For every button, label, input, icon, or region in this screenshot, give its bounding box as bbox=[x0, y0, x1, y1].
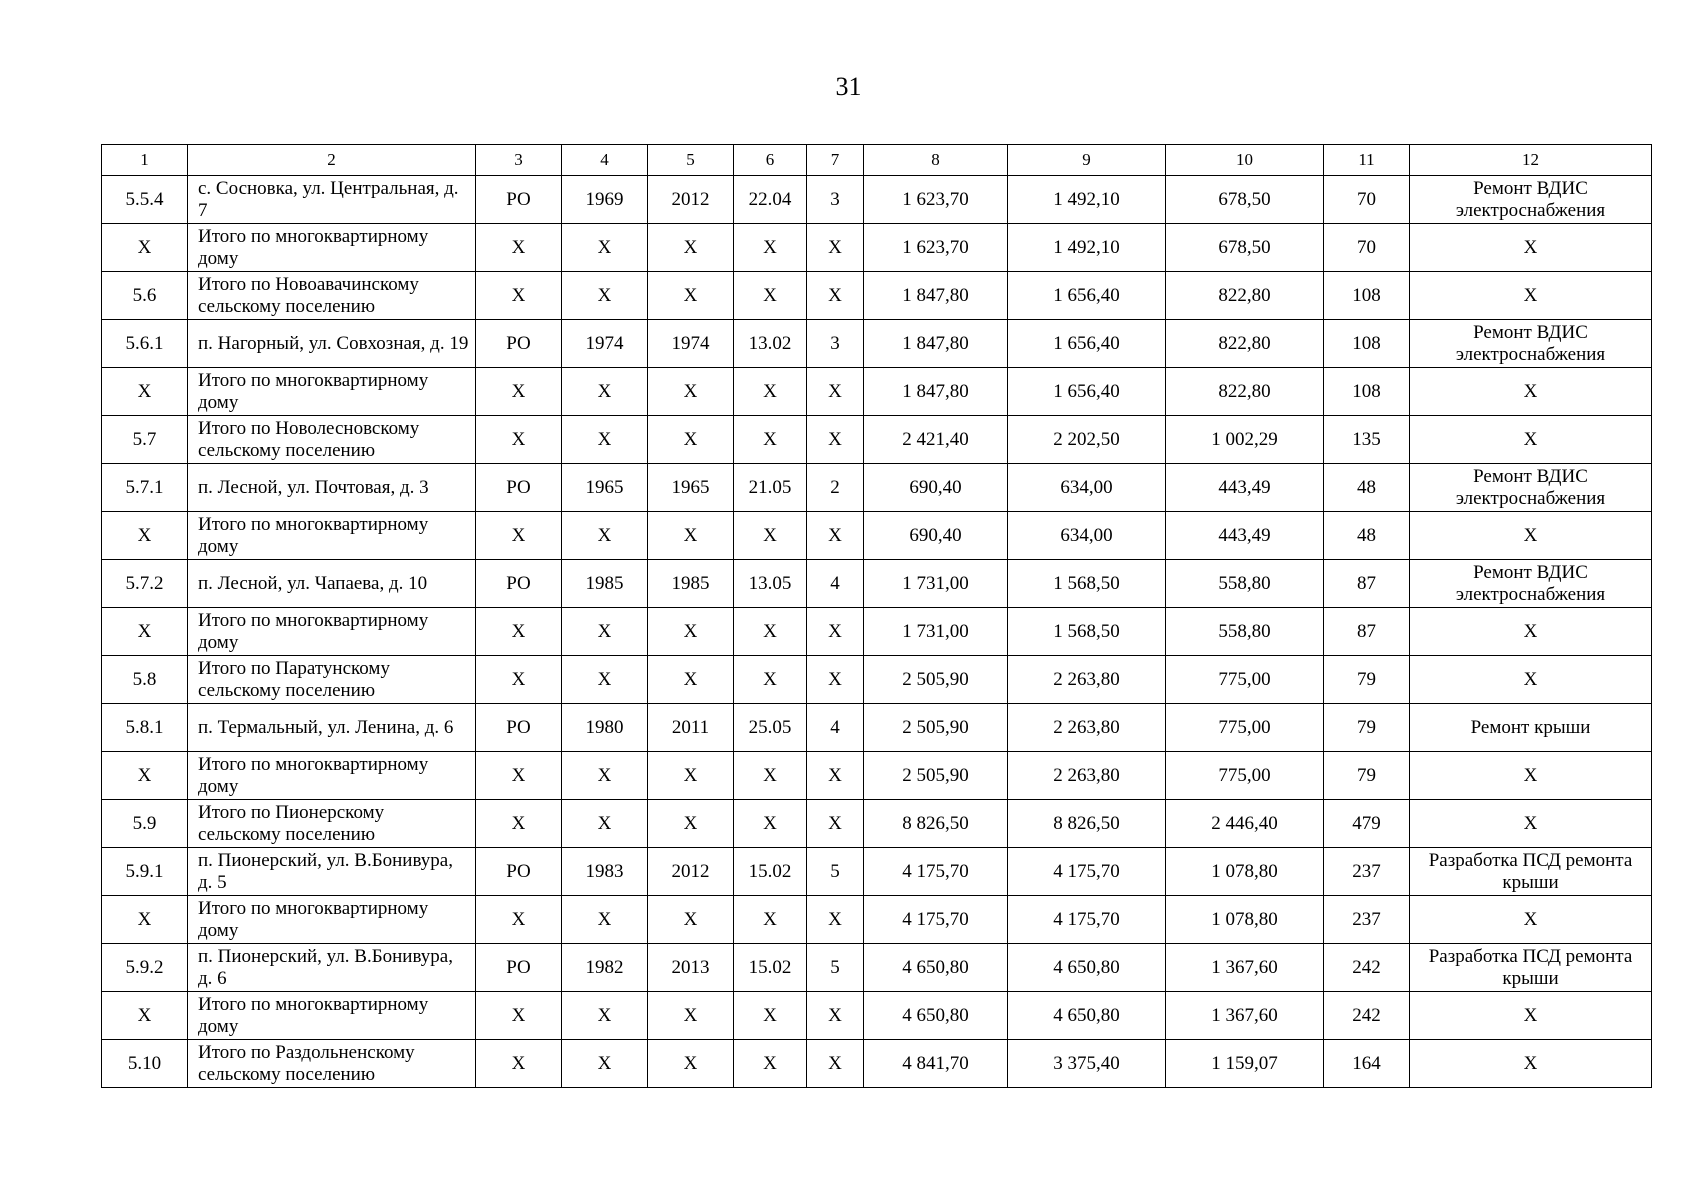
table-cell-col-10: 775,00 bbox=[1166, 656, 1324, 704]
table-cell-col-9: 1 656,40 bbox=[1008, 368, 1166, 416]
table-cell-col-5: Х bbox=[648, 416, 734, 464]
table-cell-col-8: 1 847,80 bbox=[864, 368, 1008, 416]
table-row bbox=[102, 512, 1652, 560]
table-cell-col-7: 3 bbox=[807, 176, 864, 224]
table-cell-col-5: 2011 bbox=[648, 704, 734, 752]
table-cell-col-9: 4 650,80 bbox=[1008, 944, 1166, 992]
table-cell-col-12: Х bbox=[1410, 896, 1652, 944]
table-cell-col-7: Х bbox=[807, 992, 864, 1040]
table-row bbox=[102, 224, 1652, 272]
table-cell-col-3: Х bbox=[476, 800, 562, 848]
table-cell-col-4: 1980 bbox=[562, 704, 648, 752]
table-cell-col-8: 2 505,90 bbox=[864, 752, 1008, 800]
page-number: 31 bbox=[835, 72, 862, 101]
table-cell-col-7: Х bbox=[807, 272, 864, 320]
housing-register-table bbox=[101, 144, 1652, 1088]
table-cell-col-6: Х bbox=[734, 1040, 807, 1088]
table-cell-col-6: Х bbox=[734, 416, 807, 464]
table-cell-col-11: 237 bbox=[1324, 848, 1410, 896]
table-cell-col-12: Х bbox=[1410, 272, 1652, 320]
table-cell-col-3: Х bbox=[476, 656, 562, 704]
table-cell-col-1: 5.9 bbox=[102, 800, 188, 848]
table-cell-col-12: Ремонт ВДИС электроснабжения bbox=[1410, 464, 1652, 512]
table-cell-col-6: Х bbox=[734, 368, 807, 416]
table-cell-col-3: Х bbox=[476, 512, 562, 560]
table-cell-col-3: Х bbox=[476, 608, 562, 656]
table-cell-col-2: с. Сосновка, ул. Центральная, д. 7 bbox=[188, 176, 476, 224]
table-cell-col-7: Х bbox=[807, 896, 864, 944]
table-cell-col-7: Х bbox=[807, 800, 864, 848]
table-cell-col-5: Х bbox=[648, 896, 734, 944]
table-cell-col-1: Х bbox=[102, 224, 188, 272]
table-cell-col-9: 2 202,50 bbox=[1008, 416, 1166, 464]
column-header-1: 1 bbox=[102, 145, 188, 176]
table-cell-col-4: 1969 bbox=[562, 176, 648, 224]
table-cell-col-4: Х bbox=[562, 368, 648, 416]
table-row bbox=[102, 320, 1652, 368]
table-cell-col-7: 2 bbox=[807, 464, 864, 512]
table-cell-col-12: Х bbox=[1410, 1040, 1652, 1088]
table-cell-col-6: Х bbox=[734, 656, 807, 704]
table-cell-col-2: Итого по многоквартирному дому bbox=[188, 368, 476, 416]
table-cell-col-1: 5.8.1 bbox=[102, 704, 188, 752]
table-cell-col-9: 2 263,80 bbox=[1008, 752, 1166, 800]
table-cell-col-10: 443,49 bbox=[1166, 512, 1324, 560]
table-cell-col-4: 1974 bbox=[562, 320, 648, 368]
table-cell-col-10: 822,80 bbox=[1166, 368, 1324, 416]
table-cell-col-8: 690,40 bbox=[864, 512, 1008, 560]
table-row bbox=[102, 608, 1652, 656]
table-cell-col-9: 3 375,40 bbox=[1008, 1040, 1166, 1088]
table-cell-col-10: 2 446,40 bbox=[1166, 800, 1324, 848]
table-cell-col-5: Х bbox=[648, 1040, 734, 1088]
table-cell-col-4: 1983 bbox=[562, 848, 648, 896]
table-cell-col-9: 1 568,50 bbox=[1008, 560, 1166, 608]
table-cell-col-12: Ремонт крыши bbox=[1410, 704, 1652, 752]
table-cell-col-10: 1 367,60 bbox=[1166, 992, 1324, 1040]
table-cell-col-3: Х bbox=[476, 272, 562, 320]
table-body bbox=[102, 176, 1652, 1088]
table-cell-col-11: 79 bbox=[1324, 656, 1410, 704]
table-cell-col-8: 4 650,80 bbox=[864, 944, 1008, 992]
table-row bbox=[102, 848, 1652, 896]
table-cell-col-4: Х bbox=[562, 896, 648, 944]
table-cell-col-10: 1 078,80 bbox=[1166, 848, 1324, 896]
table-cell-col-1: 5.6 bbox=[102, 272, 188, 320]
table-cell-col-8: 2 421,40 bbox=[864, 416, 1008, 464]
table-cell-col-6: Х bbox=[734, 272, 807, 320]
column-header-6: 6 bbox=[734, 145, 807, 176]
table-cell-col-3: РО bbox=[476, 176, 562, 224]
table-cell-col-11: 48 bbox=[1324, 512, 1410, 560]
table-cell-col-1: Х bbox=[102, 512, 188, 560]
table-cell-col-3: Х bbox=[476, 368, 562, 416]
table-cell-col-12: Разработка ПСД ремонта крыши bbox=[1410, 848, 1652, 896]
table-cell-col-9: 634,00 bbox=[1008, 512, 1166, 560]
table-cell-col-12: Х bbox=[1410, 368, 1652, 416]
table-cell-col-11: 108 bbox=[1324, 320, 1410, 368]
table-cell-col-9: 1 568,50 bbox=[1008, 608, 1166, 656]
table-cell-col-7: Х bbox=[807, 512, 864, 560]
table-cell-col-2: Итого по многоквартирному дому bbox=[188, 608, 476, 656]
table-row bbox=[102, 176, 1652, 224]
table-cell-col-2: п. Пионерский, ул. В.Бонивура, д. 5 bbox=[188, 848, 476, 896]
table-cell-col-9: 1 656,40 bbox=[1008, 272, 1166, 320]
table-cell-col-7: 4 bbox=[807, 704, 864, 752]
table-cell-col-7: 5 bbox=[807, 848, 864, 896]
table-cell-col-10: 1 159,07 bbox=[1166, 1040, 1324, 1088]
table-cell-col-3: РО bbox=[476, 560, 562, 608]
table-row bbox=[102, 464, 1652, 512]
table-cell-col-12: Ремонт ВДИС электроснабжения bbox=[1410, 320, 1652, 368]
table-cell-col-7: Х bbox=[807, 368, 864, 416]
table-cell-col-10: 822,80 bbox=[1166, 320, 1324, 368]
table-cell-col-9: 1 656,40 bbox=[1008, 320, 1166, 368]
table-cell-col-12: Х bbox=[1410, 224, 1652, 272]
table-cell-col-11: 48 bbox=[1324, 464, 1410, 512]
table-cell-col-2: Итого по Паратунскому сельскому поселению bbox=[188, 656, 476, 704]
table-cell-col-5: Х bbox=[648, 512, 734, 560]
table-cell-col-2: Итого по многоквартирному дому bbox=[188, 224, 476, 272]
table-row bbox=[102, 896, 1652, 944]
table-cell-col-3: Х bbox=[476, 416, 562, 464]
table-cell-col-11: 164 bbox=[1324, 1040, 1410, 1088]
table-cell-col-8: 690,40 bbox=[864, 464, 1008, 512]
table-cell-col-2: п. Лесной, ул. Почтовая, д. 3 bbox=[188, 464, 476, 512]
table-cell-col-6: 13.02 bbox=[734, 320, 807, 368]
table-row bbox=[102, 1040, 1652, 1088]
table-cell-col-1: Х bbox=[102, 368, 188, 416]
table-cell-col-11: 242 bbox=[1324, 944, 1410, 992]
table-cell-col-2: Итого по Новоавачинскому сельскому поселению bbox=[188, 272, 476, 320]
table-cell-col-9: 4 650,80 bbox=[1008, 992, 1166, 1040]
table-cell-col-1: Х bbox=[102, 752, 188, 800]
table-row bbox=[102, 704, 1652, 752]
table-cell-col-1: 5.7.1 bbox=[102, 464, 188, 512]
table-row bbox=[102, 368, 1652, 416]
table-cell-col-5: Х bbox=[648, 608, 734, 656]
table-cell-col-6: 13.05 bbox=[734, 560, 807, 608]
table-cell-col-8: 1 731,00 bbox=[864, 608, 1008, 656]
table-cell-col-7: 4 bbox=[807, 560, 864, 608]
table-cell-col-5: Х bbox=[648, 224, 734, 272]
table-cell-col-6: Х bbox=[734, 752, 807, 800]
table-cell-col-10: 822,80 bbox=[1166, 272, 1324, 320]
table-cell-col-11: 79 bbox=[1324, 752, 1410, 800]
table-cell-col-7: Х bbox=[807, 224, 864, 272]
column-header-2: 2 bbox=[188, 145, 476, 176]
table-cell-col-5: Х bbox=[648, 992, 734, 1040]
table-cell-col-6: Х bbox=[734, 800, 807, 848]
table-row bbox=[102, 272, 1652, 320]
table-cell-col-4: 1985 bbox=[562, 560, 648, 608]
table-cell-col-4: Х bbox=[562, 272, 648, 320]
table-cell-col-5: Х bbox=[648, 272, 734, 320]
table-header bbox=[102, 145, 1652, 176]
table-cell-col-11: 87 bbox=[1324, 560, 1410, 608]
table-row bbox=[102, 416, 1652, 464]
column-header-8: 8 bbox=[864, 145, 1008, 176]
table-cell-col-1: 5.9.1 bbox=[102, 848, 188, 896]
table-cell-col-5: Х bbox=[648, 656, 734, 704]
table-cell-col-11: 108 bbox=[1324, 368, 1410, 416]
table-cell-col-4: Х bbox=[562, 416, 648, 464]
table-cell-col-9: 4 175,70 bbox=[1008, 848, 1166, 896]
table-cell-col-3: РО bbox=[476, 848, 562, 896]
table-cell-col-2: п. Пионерский, ул. В.Бонивура, д. 6 bbox=[188, 944, 476, 992]
table-cell-col-8: 4 650,80 bbox=[864, 992, 1008, 1040]
table-cell-col-5: 2013 bbox=[648, 944, 734, 992]
table-cell-col-12: Ремонт ВДИС электроснабжения bbox=[1410, 560, 1652, 608]
table-cell-col-1: 5.7.2 bbox=[102, 560, 188, 608]
table-cell-col-10: 443,49 bbox=[1166, 464, 1324, 512]
table-row bbox=[102, 560, 1652, 608]
table-cell-col-9: 2 263,80 bbox=[1008, 656, 1166, 704]
table-cell-col-11: 79 bbox=[1324, 704, 1410, 752]
table-cell-col-3: Х bbox=[476, 992, 562, 1040]
table-cell-col-8: 1 623,70 bbox=[864, 224, 1008, 272]
table-cell-col-4: Х bbox=[562, 224, 648, 272]
table-cell-col-3: РО bbox=[476, 320, 562, 368]
table-cell-col-10: 558,80 bbox=[1166, 560, 1324, 608]
table-cell-col-7: Х bbox=[807, 1040, 864, 1088]
table-cell-col-9: 2 263,80 bbox=[1008, 704, 1166, 752]
table-cell-col-4: Х bbox=[562, 1040, 648, 1088]
table-cell-col-5: 2012 bbox=[648, 176, 734, 224]
table-cell-col-11: 135 bbox=[1324, 416, 1410, 464]
table-cell-col-1: 5.10 bbox=[102, 1040, 188, 1088]
table-cell-col-10: 678,50 bbox=[1166, 176, 1324, 224]
table-cell-col-7: Х bbox=[807, 608, 864, 656]
table-cell-col-6: 22.04 bbox=[734, 176, 807, 224]
table-cell-col-3: Х bbox=[476, 1040, 562, 1088]
table-cell-col-3: Х bbox=[476, 224, 562, 272]
table-cell-col-12: Х bbox=[1410, 800, 1652, 848]
table-cell-col-9: 8 826,50 bbox=[1008, 800, 1166, 848]
table-cell-col-4: Х bbox=[562, 512, 648, 560]
table-cell-col-2: Итого по многоквартирному дому bbox=[188, 992, 476, 1040]
table-cell-col-1: Х bbox=[102, 896, 188, 944]
table-cell-col-10: 1 367,60 bbox=[1166, 944, 1324, 992]
table-cell-col-7: 3 bbox=[807, 320, 864, 368]
table-cell-col-8: 4 841,70 bbox=[864, 1040, 1008, 1088]
table-row bbox=[102, 656, 1652, 704]
table-cell-col-8: 8 826,50 bbox=[864, 800, 1008, 848]
table-cell-col-9: 4 175,70 bbox=[1008, 896, 1166, 944]
table-cell-col-11: 70 bbox=[1324, 224, 1410, 272]
column-header-12: 12 bbox=[1410, 145, 1652, 176]
table-cell-col-5: Х bbox=[648, 752, 734, 800]
table-cell-col-3: РО bbox=[476, 704, 562, 752]
table-cell-col-10: 1 078,80 bbox=[1166, 896, 1324, 944]
table-cell-col-12: Х bbox=[1410, 992, 1652, 1040]
table-cell-col-9: 1 492,10 bbox=[1008, 176, 1166, 224]
table-cell-col-12: Х bbox=[1410, 512, 1652, 560]
table-cell-col-3: Х bbox=[476, 896, 562, 944]
table-cell-col-2: Итого по многоквартирному дому bbox=[188, 512, 476, 560]
table-cell-col-4: Х bbox=[562, 800, 648, 848]
table-cell-col-9: 1 492,10 bbox=[1008, 224, 1166, 272]
table-cell-col-6: 15.02 bbox=[734, 944, 807, 992]
table-cell-col-10: 775,00 bbox=[1166, 752, 1324, 800]
table-cell-col-4: Х bbox=[562, 752, 648, 800]
table-cell-col-1: 5.7 bbox=[102, 416, 188, 464]
table-cell-col-6: Х bbox=[734, 896, 807, 944]
table-cell-col-12: Х bbox=[1410, 752, 1652, 800]
table-cell-col-10: 678,50 bbox=[1166, 224, 1324, 272]
table-cell-col-6: Х bbox=[734, 992, 807, 1040]
table-cell-col-9: 634,00 bbox=[1008, 464, 1166, 512]
table-cell-col-5: 1974 bbox=[648, 320, 734, 368]
column-header-9: 9 bbox=[1008, 145, 1166, 176]
table-cell-col-7: Х bbox=[807, 656, 864, 704]
table-cell-col-8: 1 731,00 bbox=[864, 560, 1008, 608]
column-header-5: 5 bbox=[648, 145, 734, 176]
table-cell-col-11: 70 bbox=[1324, 176, 1410, 224]
table-cell-col-5: Х bbox=[648, 800, 734, 848]
table-cell-col-5: 2012 bbox=[648, 848, 734, 896]
table-row bbox=[102, 944, 1652, 992]
table-cell-col-7: Х bbox=[807, 752, 864, 800]
table-cell-col-2: Итого по Раздольненскому сельскому поселению bbox=[188, 1040, 476, 1088]
table-cell-col-11: 108 bbox=[1324, 272, 1410, 320]
table-cell-col-2: Итого по Новолесновскому сельскому поселению bbox=[188, 416, 476, 464]
table-cell-col-12: Разработка ПСД ремонта крыши bbox=[1410, 944, 1652, 992]
table-cell-col-2: п. Термальный, ул. Ленина, д. 6 bbox=[188, 704, 476, 752]
table-cell-col-3: РО bbox=[476, 944, 562, 992]
table-cell-col-11: 87 bbox=[1324, 608, 1410, 656]
table-cell-col-4: Х bbox=[562, 992, 648, 1040]
table-cell-col-2: Итого по Пионерскому сельскому поселению bbox=[188, 800, 476, 848]
table-cell-col-2: п. Нагорный, ул. Совхозная, д. 19 bbox=[188, 320, 476, 368]
table-cell-col-12: Х bbox=[1410, 656, 1652, 704]
table-cell-col-8: 1 847,80 bbox=[864, 272, 1008, 320]
table-cell-col-4: 1965 bbox=[562, 464, 648, 512]
table-cell-col-5: 1965 bbox=[648, 464, 734, 512]
table-row bbox=[102, 992, 1652, 1040]
column-header-3: 3 bbox=[476, 145, 562, 176]
table-row bbox=[102, 752, 1652, 800]
table-cell-col-8: 1 847,80 bbox=[864, 320, 1008, 368]
table-cell-col-6: 21.05 bbox=[734, 464, 807, 512]
column-header-7: 7 bbox=[807, 145, 864, 176]
table-cell-col-11: 237 bbox=[1324, 896, 1410, 944]
table-cell-col-2: Итого по многоквартирному дому bbox=[188, 752, 476, 800]
table-cell-col-3: РО bbox=[476, 464, 562, 512]
column-header-10: 10 bbox=[1166, 145, 1324, 176]
table-cell-col-10: 1 002,29 bbox=[1166, 416, 1324, 464]
table-cell-col-8: 2 505,90 bbox=[864, 656, 1008, 704]
table-cell-col-10: 775,00 bbox=[1166, 704, 1324, 752]
table-cell-col-10: 558,80 bbox=[1166, 608, 1324, 656]
table-cell-col-2: Итого по многоквартирному дому bbox=[188, 896, 476, 944]
column-header-4: 4 bbox=[562, 145, 648, 176]
table-cell-col-8: 2 505,90 bbox=[864, 704, 1008, 752]
table-row bbox=[102, 800, 1652, 848]
table-cell-col-11: 242 bbox=[1324, 992, 1410, 1040]
table-cell-col-1: 5.8 bbox=[102, 656, 188, 704]
table-cell-col-5: Х bbox=[648, 368, 734, 416]
table-cell-col-2: п. Лесной, ул. Чапаева, д. 10 bbox=[188, 560, 476, 608]
table-cell-col-8: 4 175,70 bbox=[864, 896, 1008, 944]
table-cell-col-5: 1985 bbox=[648, 560, 734, 608]
table-cell-col-1: Х bbox=[102, 992, 188, 1040]
table-cell-col-1: Х bbox=[102, 608, 188, 656]
table-cell-col-3: Х bbox=[476, 752, 562, 800]
table-cell-col-6: Х bbox=[734, 224, 807, 272]
table-cell-col-4: Х bbox=[562, 608, 648, 656]
table-cell-col-7: Х bbox=[807, 416, 864, 464]
table-cell-col-7: 5 bbox=[807, 944, 864, 992]
table-cell-col-1: 5.9.2 bbox=[102, 944, 188, 992]
table-cell-col-11: 479 bbox=[1324, 800, 1410, 848]
header-row bbox=[102, 145, 1652, 176]
table-cell-col-6: 25.05 bbox=[734, 704, 807, 752]
table-cell-col-12: Ремонт ВДИС электроснабжения bbox=[1410, 176, 1652, 224]
table-cell-col-8: 1 623,70 bbox=[864, 176, 1008, 224]
table-cell-col-1: 5.5.4 bbox=[102, 176, 188, 224]
table-cell-col-6: Х bbox=[734, 608, 807, 656]
table-cell-col-6: Х bbox=[734, 512, 807, 560]
table-cell-col-1: 5.6.1 bbox=[102, 320, 188, 368]
table-cell-col-4: Х bbox=[562, 656, 648, 704]
table-cell-col-8: 4 175,70 bbox=[864, 848, 1008, 896]
table-cell-col-6: 15.02 bbox=[734, 848, 807, 896]
table-cell-col-4: 1982 bbox=[562, 944, 648, 992]
column-header-11: 11 bbox=[1324, 145, 1410, 176]
table-cell-col-12: Х bbox=[1410, 416, 1652, 464]
table-cell-col-12: Х bbox=[1410, 608, 1652, 656]
